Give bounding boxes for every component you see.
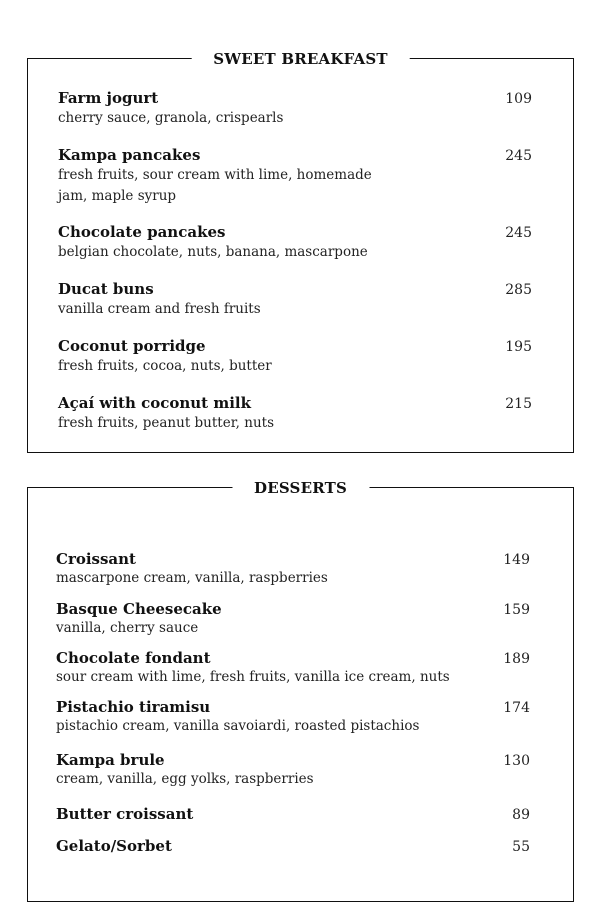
item-price: 215 (505, 396, 532, 412)
item-description: fresh fruits, peanut butter, nuts (58, 415, 275, 431)
menu-item (58, 279, 532, 320)
menu-item (56, 697, 530, 736)
item-description: fresh fruits, sour cream with lime, homemade jam, maple syrup (58, 167, 372, 204)
item-price: 245 (505, 148, 532, 164)
item-price: 130 (503, 753, 530, 769)
item-price: 195 (505, 339, 532, 355)
menu-item (58, 336, 532, 377)
item-description: belgian chocolate, nuts, banana, mascarpone (58, 244, 368, 260)
menu-item (58, 88, 532, 129)
item-name: Basque Cheesecake (56, 600, 222, 618)
item-name: Chocolate fondant (56, 649, 211, 667)
item-price: 159 (503, 602, 530, 618)
menu-item (58, 222, 532, 263)
item-name: Kampa pancakes (58, 146, 201, 164)
item-price: 285 (505, 282, 532, 298)
menu-item (56, 549, 530, 588)
section-title-sweet-breakfast: SWEET BREAKFAST (191, 50, 410, 68)
item-name: Pistachio tiramisu (56, 698, 211, 716)
item-description: pistachio cream, vanilla savoiardi, roasted pistachios (56, 718, 420, 734)
item-name: Coconut porridge (58, 337, 206, 355)
item-description: sour cream with lime, fresh fruits, vanilla ice cream, nuts (56, 669, 450, 685)
item-name: Ducat buns (58, 280, 154, 298)
menu-item (58, 393, 532, 434)
menu-item (56, 750, 530, 789)
item-description: mascarpone cream, vanilla, raspberries (56, 570, 328, 586)
menu-item (56, 804, 530, 824)
desserts-section (27, 479, 574, 902)
menu-item (56, 648, 530, 687)
menu-item (56, 836, 530, 856)
item-description: fresh fruits, cocoa, nuts, butter (58, 358, 272, 374)
item-name: Croissant (56, 550, 136, 568)
item-description: vanilla, cherry sauce (56, 620, 199, 636)
item-name: Kampa brule (56, 751, 165, 769)
menu-item (56, 599, 530, 638)
menu-item (58, 145, 532, 207)
item-name: Gelato/Sorbet (56, 837, 172, 855)
item-name: Açaí with coconut milk (58, 394, 251, 412)
item-price: 245 (505, 225, 532, 241)
item-price: 89 (512, 807, 530, 823)
item-description: cherry sauce, granola, crispearls (58, 110, 284, 126)
section-title-desserts: DESSERTS (232, 479, 369, 497)
item-price: 189 (503, 651, 530, 667)
item-name: Chocolate pancakes (58, 223, 226, 241)
item-description: cream, vanilla, egg yolks, raspberries (56, 771, 314, 787)
item-description: vanilla cream and fresh fruits (58, 301, 261, 317)
item-name: Butter croissant (56, 805, 194, 823)
sweet-breakfast-section (27, 50, 574, 453)
item-price: 174 (503, 700, 530, 716)
item-price: 109 (505, 91, 532, 107)
item-price: 55 (512, 839, 530, 855)
item-price: 149 (503, 552, 530, 568)
item-name: Farm jogurt (58, 89, 159, 107)
